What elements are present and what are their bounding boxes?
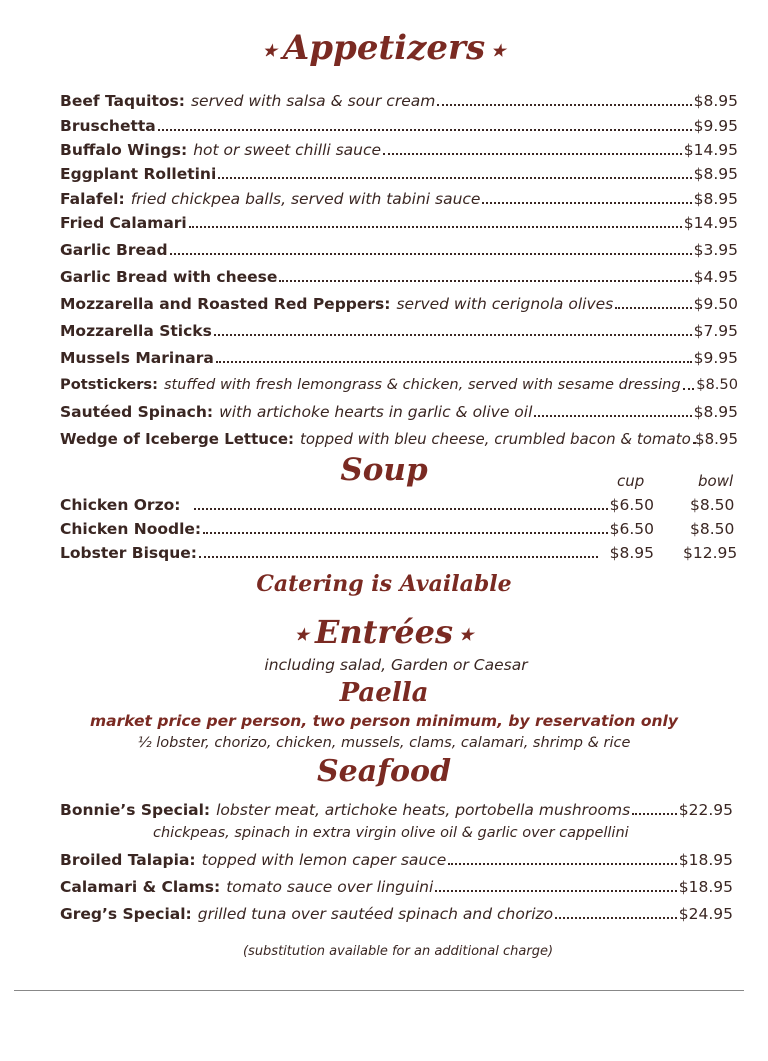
item-name: Falafel:	[60, 190, 125, 208]
star-icon: ★	[491, 40, 506, 60]
item-name: Bruschetta	[60, 117, 156, 135]
item-price: $3.95	[693, 241, 738, 259]
menu-item	[60, 267, 738, 287]
item-name: Potstickers:	[60, 376, 158, 393]
item-name: Chicken Noodle:	[60, 520, 202, 538]
item-price: $8.95	[693, 403, 738, 421]
menu-item	[60, 904, 733, 924]
item-price: $7.95	[693, 322, 738, 340]
item-price: $14.95	[683, 214, 738, 232]
paella-pricing: market price per person, two person minimum, by reservation only	[90, 712, 678, 730]
menu-item	[60, 213, 738, 233]
item-price: $8.95	[695, 430, 738, 448]
item-price: $9.95	[693, 349, 738, 367]
item-price-cup: $6.50	[609, 520, 654, 538]
item-name: Bonnie’s Special:	[60, 801, 211, 819]
substitution-note: (substitution available for an additional charge)	[242, 944, 554, 959]
item-price-bowl: $12.95	[683, 544, 738, 562]
menu-item	[60, 800, 733, 820]
menu-item	[60, 116, 738, 136]
item-name: Wedge of Iceberge Lettuce:	[60, 430, 295, 448]
menu-item	[60, 429, 738, 449]
item-description: with artichoke hearts in garlic & olive oil	[219, 403, 533, 421]
item-name: Mozzarella Sticks	[60, 322, 212, 340]
item-name: Buffalo Wings:	[60, 141, 188, 159]
dot-leader	[482, 202, 691, 204]
item-description: topped with lemon caper sauce	[201, 851, 447, 869]
dot-leader	[448, 863, 676, 865]
paella-title: Paella	[339, 678, 429, 708]
menu-item	[60, 877, 733, 897]
dot-leader	[203, 532, 607, 534]
item-description: served with salsa & sour cream	[190, 92, 436, 110]
item-price: $8.95	[693, 165, 738, 183]
item-price-cup: $6.50	[609, 496, 654, 514]
menu-item	[60, 189, 738, 209]
item-name: Beef Taquitos:	[60, 92, 185, 110]
dot-leader	[194, 508, 607, 510]
dot-leader	[632, 813, 677, 815]
item-name: Mozzarella and Roasted Red Peppers:	[60, 295, 391, 313]
star-icon: ★	[262, 40, 277, 60]
menu-item	[60, 375, 738, 395]
entrees-title-text: Entrées	[314, 613, 454, 651]
catering-notice: Catering is Available	[256, 571, 512, 597]
dot-leader	[435, 890, 676, 892]
dot-leader	[158, 129, 692, 131]
item-description: fried chickpea balls, served with tabini sauce	[130, 190, 481, 208]
item-price: $8.95	[693, 92, 738, 110]
dot-leader	[683, 388, 695, 390]
item-price: $14.95	[683, 141, 738, 159]
item-name: Greg’s Special:	[60, 905, 192, 923]
menu-item	[60, 240, 738, 260]
soup-title: Soup	[340, 452, 428, 488]
item-description-line2: chickpeas, spinach in extra virgin olive oil & garlic over cappellini	[153, 825, 629, 841]
item-name: Lobster Bisque:	[60, 544, 198, 562]
item-description: tomato sauce over linguini	[226, 878, 434, 896]
menu-item	[60, 348, 738, 368]
item-description: lobster meat, artichoke heats, portobella mushrooms	[216, 801, 631, 819]
item-description: served with cerignola olives	[396, 295, 614, 313]
item-name: Broiled Talapia:	[60, 851, 196, 869]
dot-leader	[218, 177, 691, 179]
dot-leader	[383, 153, 682, 155]
soup-item	[60, 519, 654, 539]
menu-item	[60, 140, 738, 160]
item-name: Calamari & Clams:	[60, 878, 221, 896]
menu-item	[60, 294, 738, 314]
item-name: Sautéed Spinach:	[60, 403, 214, 421]
menu-item	[60, 321, 738, 341]
item-price: $4.95	[693, 268, 738, 286]
item-price: $8.95	[693, 190, 738, 208]
dot-leader	[199, 556, 598, 558]
star-icon: ★	[294, 625, 309, 644]
soup-bowl-price	[690, 519, 734, 539]
item-description-continued	[153, 823, 629, 843]
item-name: Eggplant Rolletini	[60, 165, 217, 183]
item-price: $9.50	[693, 295, 738, 313]
item-name: Mussels Marinara	[60, 349, 214, 367]
item-price: $9.95	[693, 117, 738, 135]
item-price-bowl: $8.50	[690, 496, 735, 514]
item-price: $22.95	[678, 801, 733, 819]
seafood-title: Seafood	[316, 754, 452, 789]
dot-leader	[189, 226, 682, 228]
soup-item	[60, 495, 654, 515]
dot-leader	[216, 361, 692, 363]
paella-ingredients: ½ lobster, chorizo, chicken, mussels, clams, calamari, shrimp & rice	[137, 735, 631, 751]
bottom-divider	[14, 990, 744, 991]
dot-leader	[534, 415, 691, 417]
dot-leader	[214, 334, 692, 336]
item-name: Garlic Bread with cheese	[60, 268, 278, 286]
soup-column-cup: cup	[617, 472, 645, 490]
menu-item	[60, 850, 733, 870]
item-description: grilled tuna over sautéed spinach and chorizo	[197, 905, 554, 923]
dot-leader	[170, 253, 692, 255]
menu-item	[60, 164, 738, 184]
item-description: stuffed with fresh lemongrass & chicken, served with sesame dressing	[163, 376, 681, 393]
item-price: $8.50	[696, 376, 738, 393]
menu-item	[60, 91, 738, 111]
soup-item	[60, 543, 654, 563]
dot-leader	[279, 280, 691, 282]
appetizers-title	[0, 28, 768, 68]
soup-column-bowl: bowl	[698, 472, 734, 490]
entrees-title	[0, 613, 768, 651]
appetizers-title-text: Appetizers	[282, 28, 486, 68]
soup-bowl-price	[683, 543, 737, 563]
item-price-bowl: $8.50	[690, 520, 735, 538]
star-icon: ★	[459, 625, 474, 644]
item-price: $18.95	[678, 878, 733, 896]
item-name: Fried Calamari	[60, 214, 187, 232]
item-name: Garlic Bread	[60, 241, 168, 259]
menu-item	[60, 402, 738, 422]
entrees-subtitle: including salad, Garden or Caesar	[264, 656, 528, 674]
dot-leader	[615, 307, 691, 309]
dot-leader	[555, 917, 677, 919]
item-price: $18.95	[678, 851, 733, 869]
item-description: hot or sweet chilli sauce	[193, 141, 382, 159]
soup-bowl-price	[690, 495, 734, 515]
item-price: $24.95	[678, 905, 733, 923]
item-description: topped with bleu cheese, crumbled bacon & tomato	[300, 430, 691, 448]
item-price-cup: $8.95	[609, 544, 654, 562]
dot-leader	[437, 104, 691, 106]
item-name: Chicken Orzo:	[60, 496, 181, 514]
